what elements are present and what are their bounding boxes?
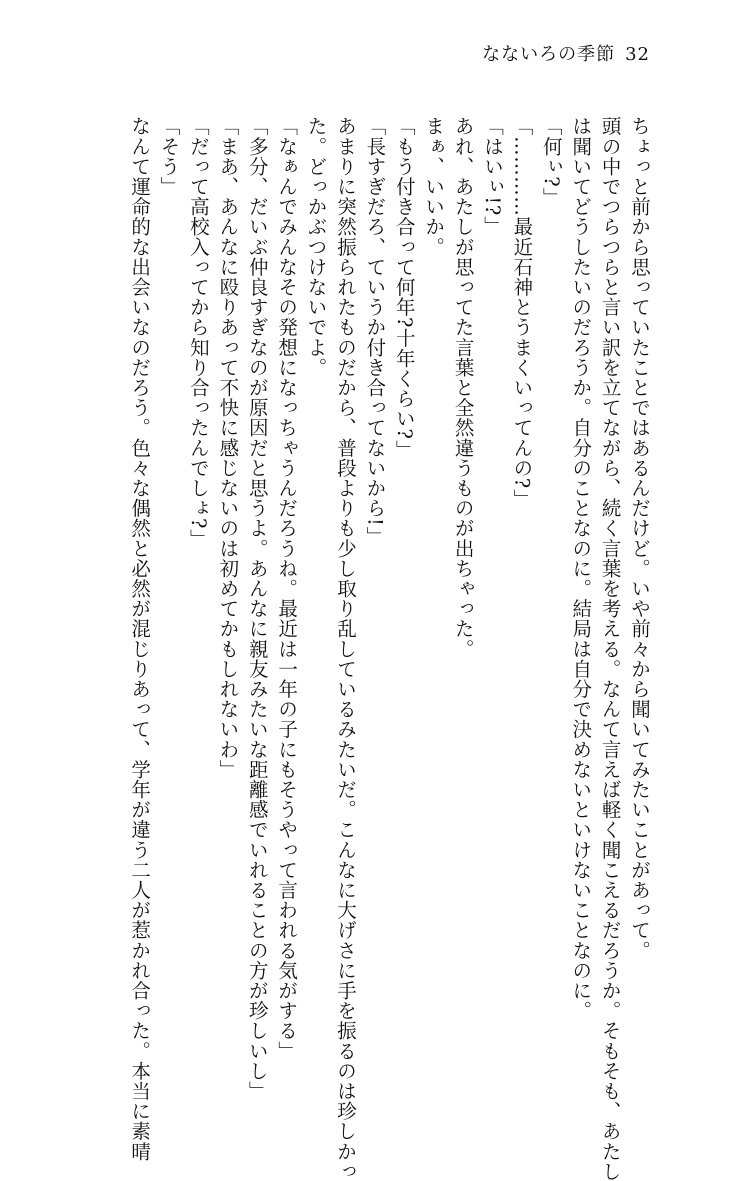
text-line: 「何ぃ?」 xyxy=(539,116,563,208)
text-line: 「なぁんでみんなその発想になっちゃうんだろうね。最近は一年の子にもそうやって言われる気がする」 xyxy=(275,116,299,1061)
book-title: なないろの季節 xyxy=(482,44,616,65)
text-line: 「…………最近石神とうまくいってんの?」 xyxy=(510,116,534,509)
text-line: あまりに突然振られたものだから、普段よりも少し取り乱しているみたいだ。こんなに大げさに手を振るのは珍しかっ xyxy=(333,116,357,1181)
text-line: 「多分、だいぶ仲良すぎなのが原因だと思うよ。あんなに親友みたいな距離感でいれることの方が珍しいし」 xyxy=(245,116,269,1101)
text-line: た。どっかぶつけないでよ。 xyxy=(304,116,328,378)
text-line: 「はいぃ!?」 xyxy=(480,116,504,236)
text-line: まぁ、いいか。 xyxy=(422,116,446,257)
text-line: なんて運命的な出会いなのだろう。色々な偶然と必然が混じりあって、学年が違う二人が惹かれ合った。本当に素晴 xyxy=(128,116,152,1162)
text-line: 「だって高校入ってから知り合ったんでしょ?」 xyxy=(186,116,210,550)
text-line: は聞いてどうしたいのだろうか。自分のことなのに。結局は自分で決めないといけないことなのに。 xyxy=(569,116,593,1021)
text-line: 「まあ、あんなに殴りあって不快に感じないのは初めてかもしれないわ」 xyxy=(216,116,240,780)
text-line: 「もう付き合って何年?十年くらい?」 xyxy=(392,116,416,460)
page-number: 32 xyxy=(625,44,650,65)
text-line: 頭の中でつらつらと言い訳を立てながら、続く言葉を考える。なんて言えば軽く聞こえるだろうか。そもそも、あたし xyxy=(598,116,622,1181)
text-line: 「長すぎだろ、ていうか付き合ってないから!」 xyxy=(363,116,387,547)
text-line: あれ、あたしが思ってた言葉と全然違うものが出ちゃった。 xyxy=(451,116,475,659)
text-line: 「そう」 xyxy=(157,116,181,197)
running-header xyxy=(482,40,650,66)
text-line: ちょっと前から思っていたことではあるんだけど。いや前々から聞いてみたいことがあって。 xyxy=(628,116,651,961)
vertical-text-body xyxy=(125,116,654,1181)
